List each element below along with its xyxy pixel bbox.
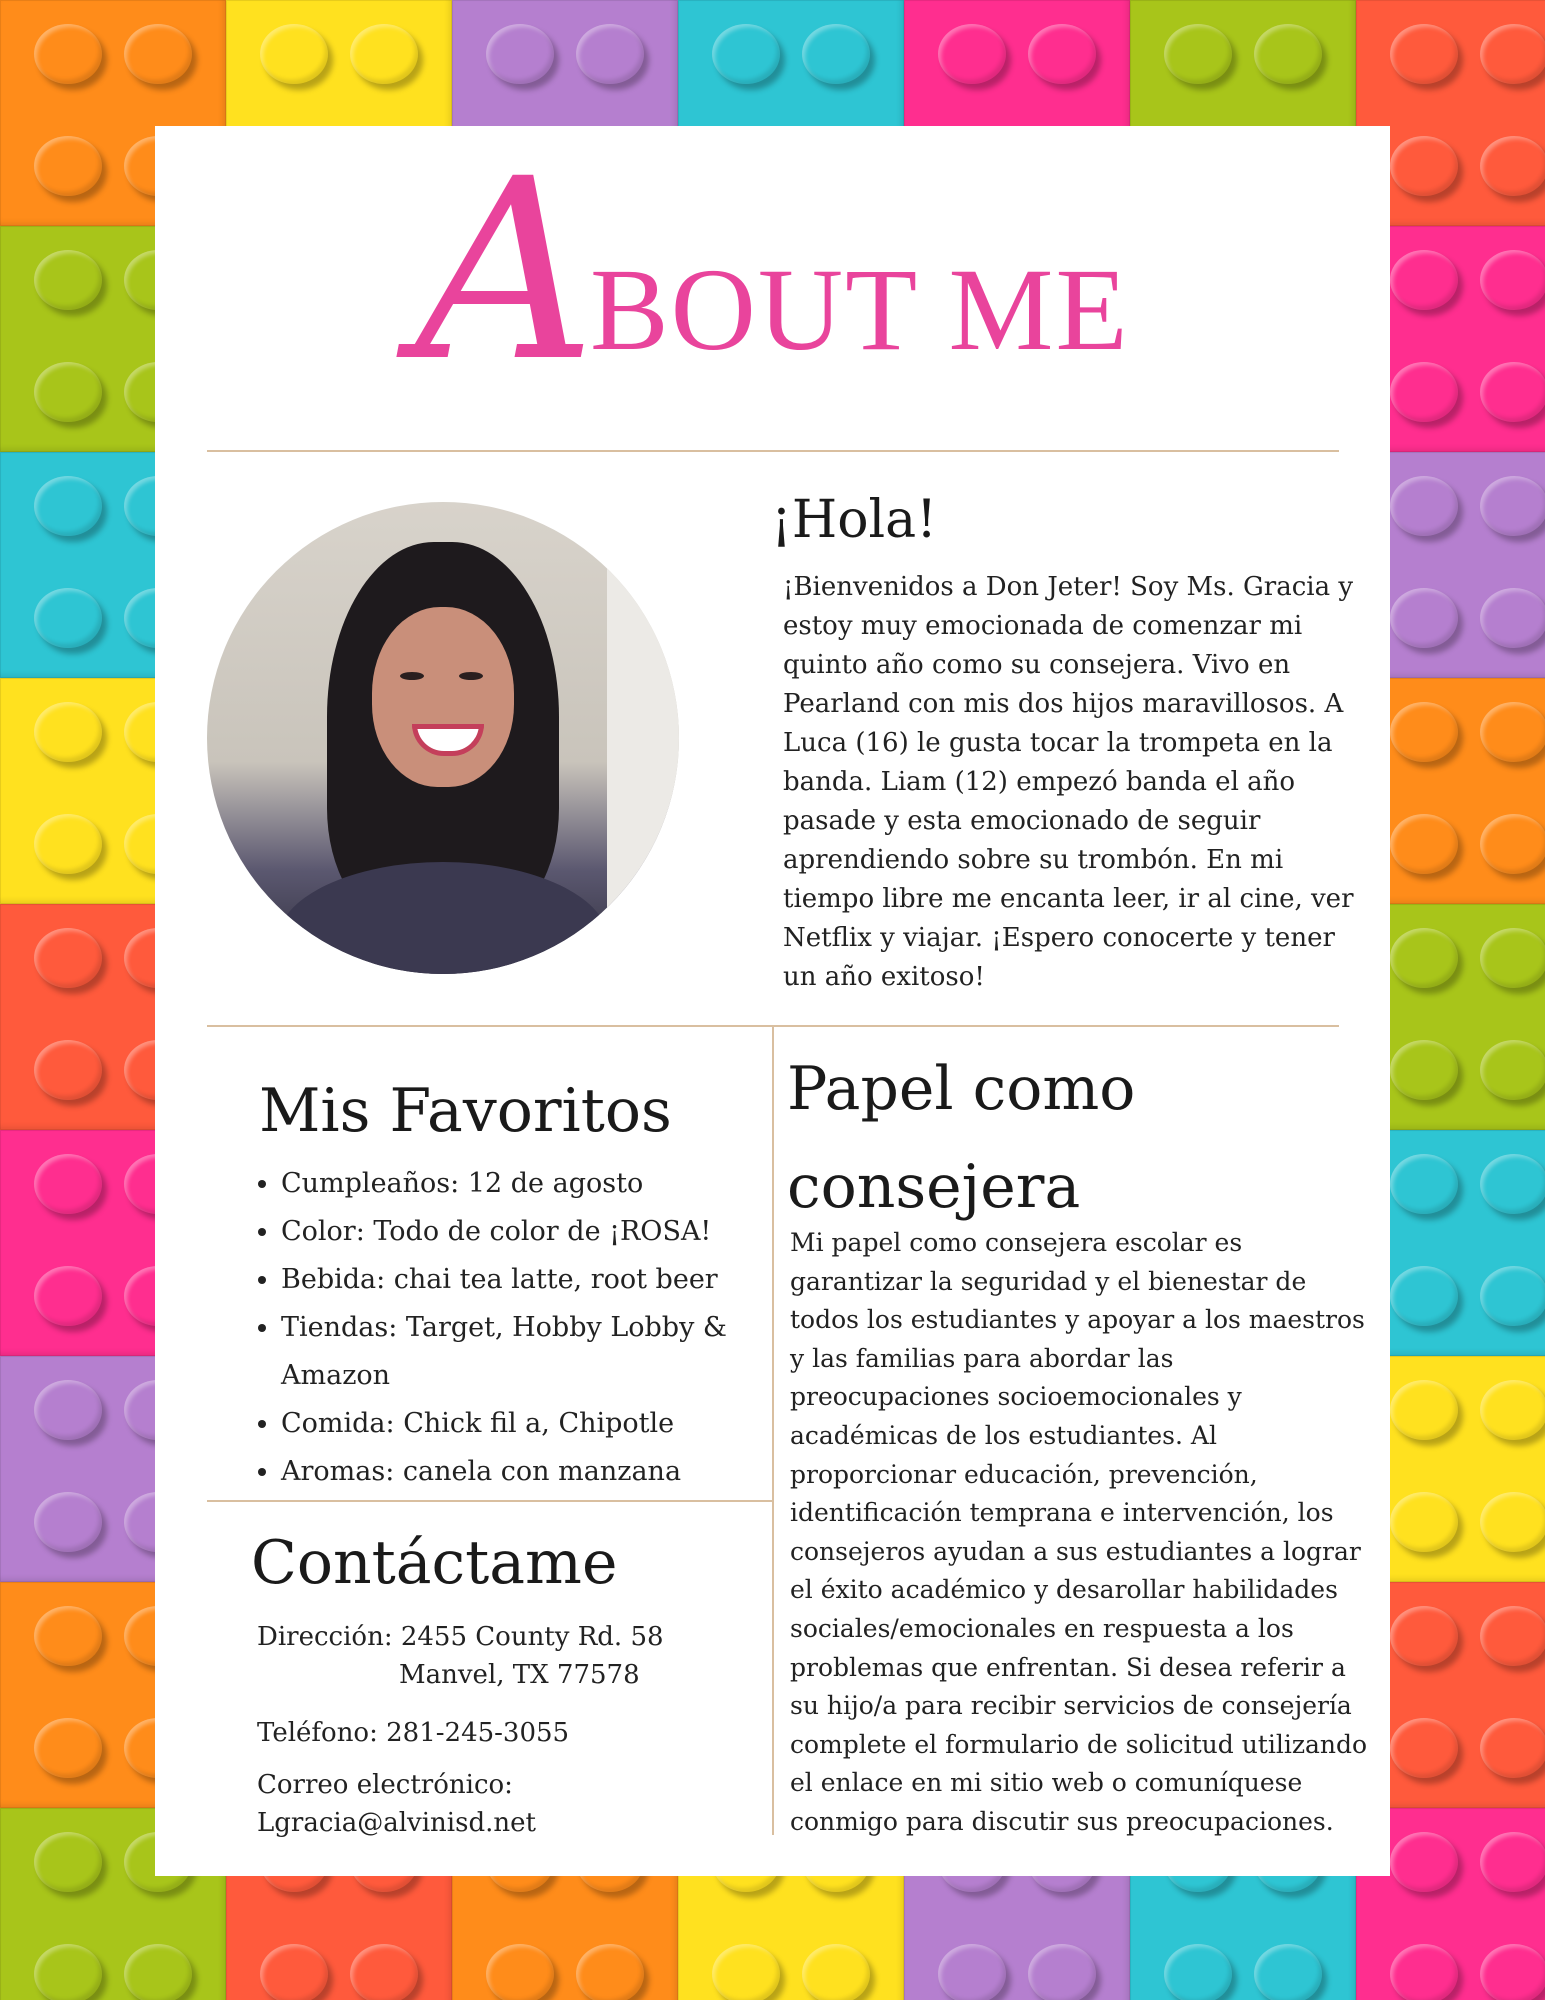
title-rest: BOUT ME [589, 244, 1130, 375]
lego-stud [34, 24, 102, 84]
lego-stud [34, 1718, 102, 1778]
lego-stud [1480, 1944, 1545, 2000]
lego-stud [34, 928, 102, 988]
lego-stud [1164, 24, 1232, 84]
page-title [155, 125, 1390, 416]
contact-email: Lgracia@alvinisd.net [257, 1808, 536, 1838]
lego-stud [802, 24, 870, 84]
lego-stud [1480, 1718, 1545, 1778]
lego-stud [576, 1944, 644, 2000]
lego-stud [350, 1944, 418, 2000]
lego-stud [1390, 1154, 1458, 1214]
lego-stud [1390, 1718, 1458, 1778]
lego-stud [1480, 1266, 1545, 1326]
contact-heading: Contáctame [251, 1528, 618, 1598]
favorites-heading: Mis Favoritos [259, 1076, 672, 1146]
lego-stud [1390, 250, 1458, 310]
lego-stud [34, 362, 102, 422]
lego-stud [1390, 476, 1458, 536]
lego-stud [1480, 476, 1545, 536]
list-item: • Color: Todo de color de ¡ROSA! [281, 1208, 751, 1256]
lego-stud [1480, 1380, 1545, 1440]
lego-stud [34, 588, 102, 648]
lego-stud [1390, 702, 1458, 762]
lego-stud [1390, 362, 1458, 422]
divider-column [772, 1025, 774, 1835]
intro-heading: ¡Hola! [771, 490, 938, 550]
lego-stud [34, 1154, 102, 1214]
lego-stud [938, 1944, 1006, 2000]
lego-stud [1390, 1944, 1458, 2000]
lego-stud [1480, 1040, 1545, 1100]
lego-stud [712, 24, 780, 84]
lego-stud [938, 24, 1006, 84]
lego-stud [260, 1944, 328, 2000]
lego-stud [486, 1944, 554, 2000]
list-item: • Tiendas: Target, Hobby Lobby & Amazon [281, 1304, 751, 1400]
list-item: • Bebida: chai tea latte, root beer [281, 1256, 751, 1304]
lego-stud [1390, 1040, 1458, 1100]
lego-stud [1390, 1606, 1458, 1666]
lego-stud [1480, 814, 1545, 874]
list-item: • Aromas: canela con manzana [281, 1448, 751, 1496]
lego-stud [1480, 1492, 1545, 1552]
lego-stud [34, 1040, 102, 1100]
lego-stud [34, 1380, 102, 1440]
list-item: • Cumpleaños: 12 de agosto [281, 1160, 751, 1208]
lego-stud [802, 1944, 870, 2000]
lego-stud [34, 476, 102, 536]
lego-stud [34, 814, 102, 874]
lego-stud [1164, 1944, 1232, 2000]
role-heading: Papel como consejera [787, 1054, 1136, 1222]
lego-stud [34, 1606, 102, 1666]
role-text: Mi papel como consejera escolar es garantizar la seguridad y el bienestar de todos los estudiantes y apoyar a los maestros y las familias para abordar las preocupaciones socioemocionales y académicas de los estudiantes. Al proporcionar educación, prevención, identificación temprana e intervención, los consejeros ayudan a sus estudiantes a lograr el éxito académico y desarollar habilidades sociales/emocionales en respuesta a los problemas que enfrentan. Si desea referir a su hijo/a para recibir servicios de consejería complete el formulario de solicitud utilizando el enlace en mi sitio web o comuníquese conmigo para discutir sus preocupaciones. [790, 1228, 1368, 1836]
lego-stud [1480, 588, 1545, 648]
lego-stud [712, 1944, 780, 2000]
divider-top [207, 450, 1339, 452]
favorites-list [249, 1160, 751, 1496]
contact-email-label: Correo electrónico: [257, 1770, 513, 1800]
contact-address-line1: Dirección: 2455 County Rd. 58 [257, 1622, 664, 1652]
lego-stud [350, 24, 418, 84]
lego-stud [34, 250, 102, 310]
list-item: • Comida: Chick fil a, Chipotle [281, 1400, 751, 1448]
lego-stud [1480, 1154, 1545, 1214]
lego-stud [1254, 24, 1322, 84]
teacher-portrait-icon [207, 502, 679, 974]
lego-stud [1390, 1832, 1458, 1892]
lego-stud [1028, 1944, 1096, 2000]
lego-stud [1390, 1266, 1458, 1326]
contact-phone: Teléfono: 281-245-3055 [257, 1718, 570, 1748]
lego-stud [1480, 928, 1545, 988]
lego-stud [34, 702, 102, 762]
lego-stud [1390, 136, 1458, 196]
lego-stud [576, 24, 644, 84]
title-initial: A [415, 125, 590, 416]
lego-stud [1390, 24, 1458, 84]
lego-stud [1480, 362, 1545, 422]
lego-stud [1028, 24, 1096, 84]
lego-stud [1254, 1944, 1322, 2000]
lego-stud [34, 1266, 102, 1326]
lego-stud [1480, 1606, 1545, 1666]
lego-stud [1390, 814, 1458, 874]
lego-stud [1480, 24, 1545, 84]
lego-stud [1480, 250, 1545, 310]
lego-stud [486, 24, 554, 84]
about-me-card [155, 126, 1390, 1876]
lego-stud [124, 1944, 192, 2000]
lego-stud [1390, 1492, 1458, 1552]
lego-stud [260, 24, 328, 84]
contact-address-line2: Manvel, TX 77578 [399, 1660, 640, 1690]
lego-stud [34, 1944, 102, 2000]
lego-stud [124, 24, 192, 84]
lego-stud [1390, 588, 1458, 648]
intro-text: ¡Bienvenidos a Don Jeter! Soy Ms. Gracia y estoy muy emocionada de comenzar mi quinto año como su consejera. Vivo en Pearland con mis dos hijos maravillosos. A Luca (16) le gusta tocar la trompeta en la banda. Liam (12) empezó banda el año pasade y esta emocionado de seguir aprendiendo sobre su trombón. En mi tiempo libre me encanta leer, ir al cine, ver Netflix y viajar. ¡Espero conocerte y tener un año exitoso! [783, 572, 1354, 992]
lego-stud [1480, 136, 1545, 196]
lego-stud [1390, 1380, 1458, 1440]
lego-stud [34, 1492, 102, 1552]
lego-stud [1390, 928, 1458, 988]
divider-contact [207, 1500, 772, 1502]
lego-stud [34, 136, 102, 196]
lego-stud [1480, 702, 1545, 762]
lego-stud [1480, 1832, 1545, 1892]
lego-stud [34, 1832, 102, 1892]
